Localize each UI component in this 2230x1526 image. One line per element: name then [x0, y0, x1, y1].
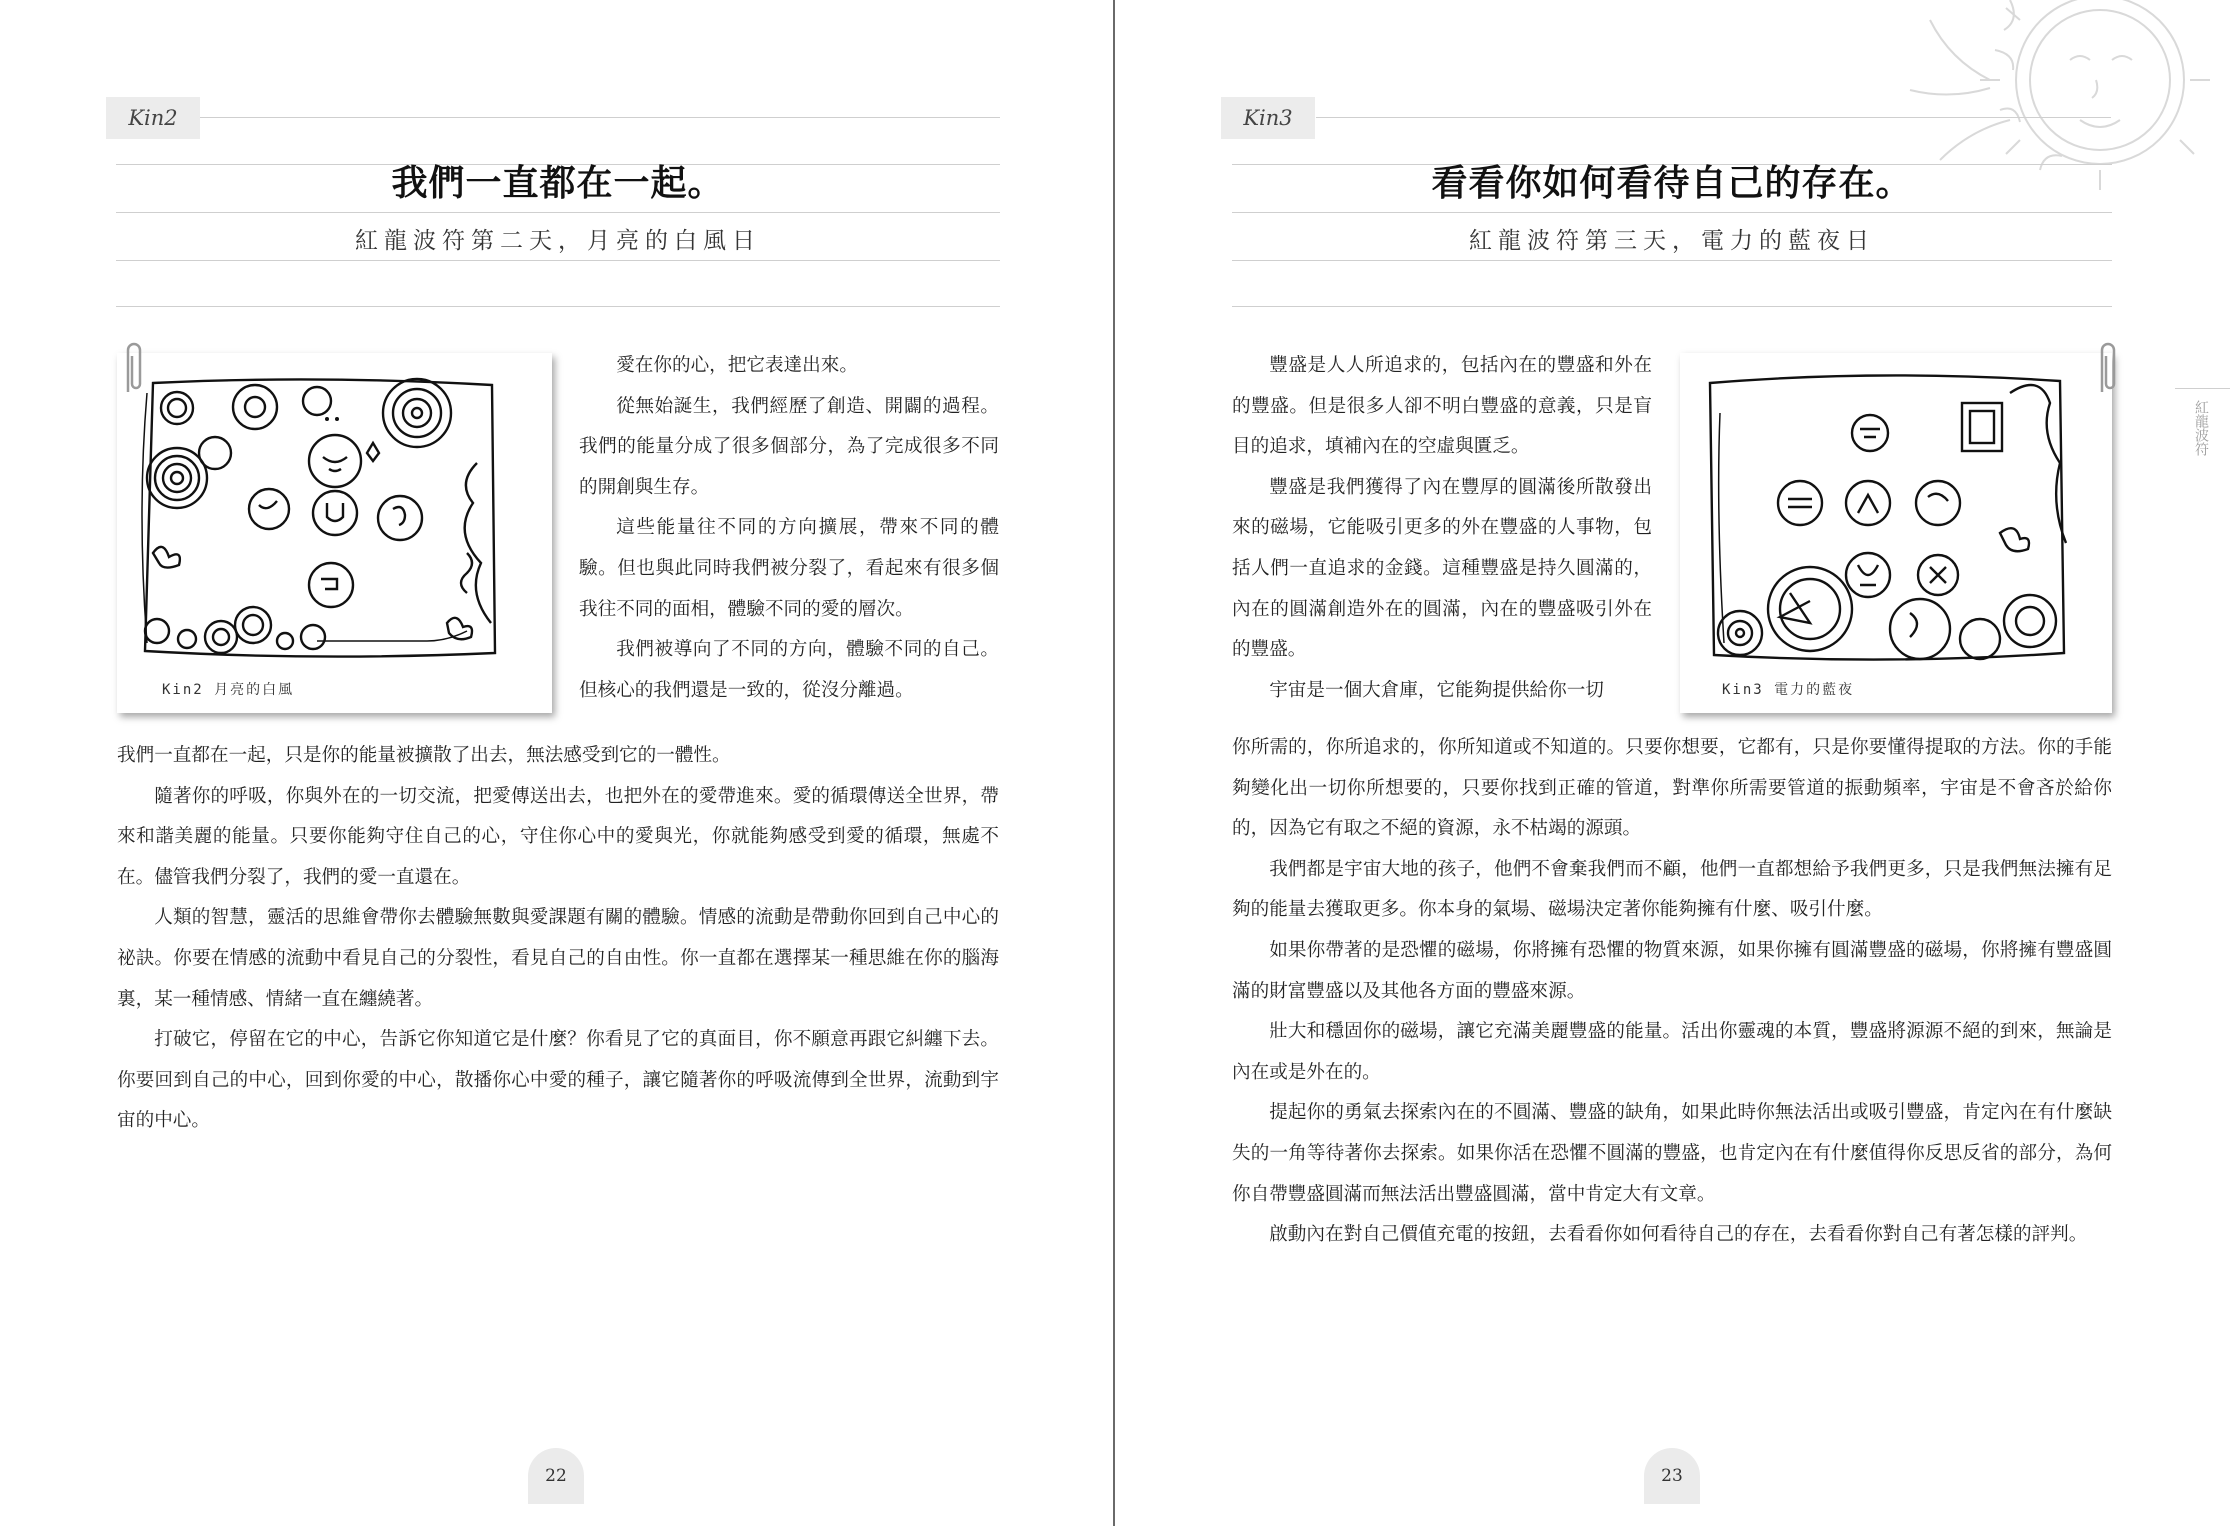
paragraph: 我們一直都在一起，只是你的能量被擴散了出去，無法感受到它的一體性。 [117, 745, 731, 766]
page-subtitle: 紅龍波符第三天，電力的藍夜日 [1469, 227, 1875, 254]
paragraph: 這些能量往不同的方向擴展，帶來不同的體驗。但也與此同時我們被分裂了，看起來有很多個我往不同的面相，體驗不同的愛的層次。 [579, 517, 999, 620]
kin3-doodle-illustration [1680, 353, 2112, 713]
title-rule [1232, 212, 2112, 213]
body-text-block [117, 736, 999, 1142]
image-caption: Kin2 月亮的白風 [162, 682, 295, 698]
header-rule [200, 117, 1000, 118]
subtitle-rule [1232, 260, 2112, 261]
subtitle-rule [116, 260, 1000, 261]
side-tab-rule [2175, 388, 2230, 389]
paperclip-icon [120, 338, 146, 396]
paragraph: 壯大和穩固你的磁場，讓它充滿美麗豐盛的能量。活出你靈魂的本質，豐盛將源源不絕的到來，無論是內在或是外在的。 [1232, 1021, 2112, 1083]
side-tab-label: 紅龍波符 [2193, 400, 2209, 456]
section-rule [116, 306, 1000, 307]
paragraph: 宇宙是一個大倉庫，它能夠提供給你一切 [1269, 679, 1604, 701]
image-caption: Kin3 電力的藍夜 [1722, 682, 1855, 698]
kin-label: Kin3 [1221, 97, 1315, 139]
paragraph: 打破它，停留在它的中心，告訴它你知道它是什麼？你看見了它的真面目，你不願意再跟它糾纏下去。你要回到自己的中心，回到你愛的中心，散播你心中愛的種子，讓它隨著你的呼吸流傳到全世界，流動到宇宙的中心。 [117, 1029, 999, 1132]
kin2-doodle-illustration [117, 353, 552, 713]
page-number: 22 [528, 1448, 584, 1504]
section-rule [1232, 306, 2112, 307]
paragraph: 啟動內在對自己價值充電的按鈕，去看看你如何看待自己的存在，去看看你對自己有著怎樣的評判。 [1269, 1224, 2088, 1246]
wrap-text-block [1232, 346, 1652, 711]
header-rule [1316, 117, 2111, 118]
title-rule [116, 212, 1000, 213]
paragraph: 如果你帶著的是恐懼的磁場，你將擁有恐懼的物質來源，如果你擁有圓滿豐盛的磁場，你將擁有豐盛圓滿的財富豐盛以及其他各方面的豐盛來源。 [1232, 939, 2112, 1002]
paperclip-icon [2094, 338, 2120, 396]
page-number: 23 [1644, 1448, 1700, 1504]
doodle-image [1680, 353, 2112, 713]
paragraph: 提起你的勇氣去探索內在的不圓滿、豐盛的缺角，如果此時你無法活出或吸引豐盛，肯定內在有什麼缺失的一角等待著你去探索。如果你活在恐懼不圓滿的豐盛，也肯定內在有什麼值得你反思反省的部分，為何你自帶豐盛圓滿而無法活出豐盛圓滿，當中肯定大有文章。 [1232, 1102, 2112, 1205]
page-title: 看看你如何看待自己的存在。 [1431, 161, 1913, 204]
paragraph: 人類的智慧，靈活的思維會帶你去體驗無數與愛課題有關的體驗。情感的流動是帶動你回到自己中心的祕訣。你要在情感的流動中看見自己的分裂性，看見自己的自由性。你一直都在選擇某一種思維在你的腦海裏，某一種情感、情緒一直在纏繞著。 [117, 907, 999, 1010]
page-subtitle: 紅龍波符第二天，月亮的白風日 [355, 227, 761, 254]
book-spine [1113, 0, 1115, 1526]
paragraph: 我們被導向了不同的方向，體驗不同的自己。但核心的我們還是一致的，從沒分離過。 [579, 639, 999, 701]
paragraph: 愛在你的心，把它表達出來。 [616, 355, 858, 376]
paragraph: 豐盛是我們獲得了內在豐厚的圓滿後所散發出來的磁場，它能吸引更多的外在豐盛的人事物，包括人們一直追求的金錢。這種豐盛是持久圓滿的，內在的圓滿創造外在的圓滿，內在的豐盛吸引外在的豐盛。 [1232, 476, 1652, 661]
page-title: 我們一直都在一起。 [391, 161, 725, 204]
body-text-block [1232, 728, 2112, 1256]
wrap-text-block [579, 346, 999, 711]
kin-label: Kin2 [106, 97, 200, 139]
paragraph: 隨著你的呼吸，你與外在的一切交流，把愛傳送出去，也把外在的愛帶進來。愛的循環傳送全世界，帶來和諧美麗的能量。只要你能夠守住自己的心，守住你心中的愛與光，你就能夠感受到愛的循環，無處不在。儘管我們分裂了，我們的愛一直還在。 [117, 785, 999, 888]
paragraph: 我們都是宇宙大地的孩子，他們不會棄我們而不顧，他們一直都想給予我們更多，只是我們無法擁有足夠的能量去獲取更多。你本身的氣場、磁場決定著你能夠擁有什麼、吸引什麼。 [1232, 858, 2112, 921]
paragraph: 從無始誕生，我們經歷了創造、開闢的過程。我們的能量分成了很多個部分，為了完成很多不同的開創與生存。 [579, 395, 999, 498]
doodle-image [117, 353, 552, 713]
paragraph: 豐盛是人人所追求的，包括內在的豐盛和外在的豐盛。但是很多人卻不明白豐盛的意義，只是盲目的追求，填補內在的空虛與匱乏。 [1232, 355, 1652, 458]
paragraph: 你所需的，你所追求的，你所知道或不知道的。只要你想要，它都有，只是你要懂得提取的方法。你的手能夠變化出一切你所想要的，只要你找到正確的管道，對準你所需要管道的振動頻率，宇宙是不會吝於給你的，因為它有取之不絕的資源，永不枯竭的源頭。 [1232, 737, 2112, 840]
